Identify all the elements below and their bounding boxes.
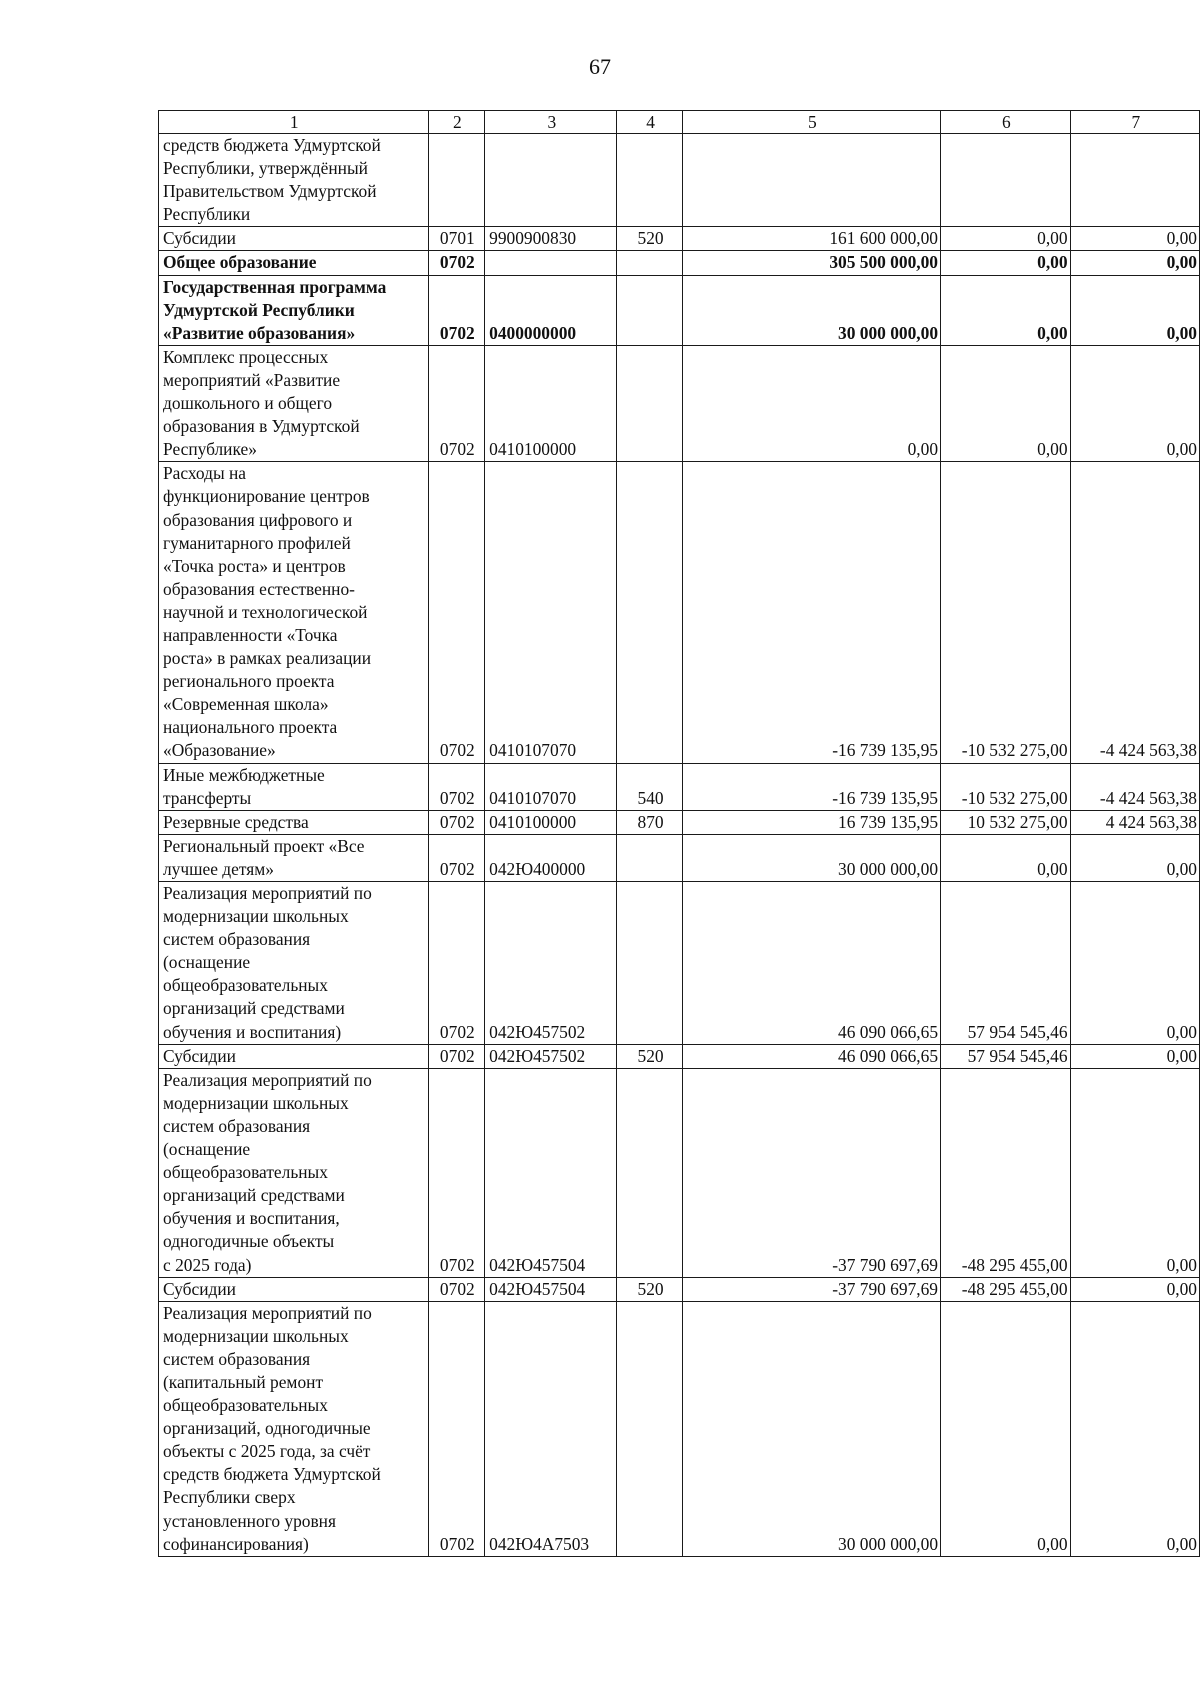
amount-col5-cell — [682, 134, 940, 227]
target-code-cell: 0410100000 — [485, 810, 617, 834]
section-code-cell: 0702 — [428, 275, 485, 345]
amount-col5-cell: -16 739 135,95 — [682, 763, 940, 810]
expense-type-cell: 520 — [617, 1044, 682, 1068]
name-cell: Субсидии — [159, 227, 429, 251]
expense-type-cell: 870 — [617, 810, 682, 834]
table-row — [159, 882, 1200, 1045]
amount-col5-cell: 16 739 135,95 — [682, 810, 940, 834]
section-code-cell: 0702 — [428, 1068, 485, 1277]
name-cell: Региональный проект «Все лучшее детям» — [159, 834, 429, 881]
amount-col7-cell: 0,00 — [1070, 1277, 1199, 1301]
name-cell: Реализация мероприятий по модернизации школьных систем образования (оснащение общеобразовательных организаций средствами обучения и воспитания) — [159, 882, 429, 1045]
amount-col5-cell: 46 090 066,65 — [682, 882, 940, 1045]
name-cell: Общее образование — [159, 251, 429, 275]
section-code-cell: 0702 — [428, 1277, 485, 1301]
table-row — [159, 462, 1200, 763]
target-code-cell: 042Ю457502 — [485, 1044, 617, 1068]
header-col-6: 6 — [941, 111, 1071, 134]
amount-col7-cell: 0,00 — [1070, 1301, 1199, 1556]
expense-type-cell: 520 — [617, 227, 682, 251]
amount-col6-cell: 0,00 — [941, 251, 1071, 275]
table-row — [159, 227, 1200, 251]
amount-col6-cell: 57 954 545,46 — [941, 882, 1071, 1045]
amount-col5-cell: -37 790 697,69 — [682, 1277, 940, 1301]
table-row — [159, 1277, 1200, 1301]
table-row — [159, 834, 1200, 881]
target-code-cell: 0410107070 — [485, 462, 617, 763]
name-cell: Субсидии — [159, 1277, 429, 1301]
amount-col6-cell: 57 954 545,46 — [941, 1044, 1071, 1068]
table-row — [159, 134, 1200, 227]
amount-col6-cell: 0,00 — [941, 227, 1071, 251]
amount-col6-cell: 10 532 275,00 — [941, 810, 1071, 834]
target-code-cell: 9900900830 — [485, 227, 617, 251]
table-row — [159, 763, 1200, 810]
amount-col5-cell: 30 000 000,00 — [682, 275, 940, 345]
header-col-5: 5 — [682, 111, 940, 134]
expense-type-cell — [617, 1301, 682, 1556]
amount-col6-cell: 0,00 — [941, 834, 1071, 881]
name-cell: Реализация мероприятий по модернизации школьных систем образования (капитальный ремонт общеобразовательных организаций, одногодичные объекты с 2025 года, за счёт средств бюджета Удмуртской Республики сверх установленного уровня софинансирования) — [159, 1301, 429, 1556]
section-code-cell: 0702 — [428, 1044, 485, 1068]
expense-type-cell: 520 — [617, 1277, 682, 1301]
expense-type-cell — [617, 1068, 682, 1277]
amount-col6-cell — [941, 134, 1071, 227]
target-code-cell: 042Ю457504 — [485, 1068, 617, 1277]
target-code-cell — [485, 134, 617, 227]
name-cell: Иные межбюджетные трансферты — [159, 763, 429, 810]
expense-type-cell — [617, 275, 682, 345]
target-code-cell: 042Ю457504 — [485, 1277, 617, 1301]
amount-col7-cell: 0,00 — [1070, 275, 1199, 345]
header-row — [159, 111, 1200, 134]
amount-col5-cell: 30 000 000,00 — [682, 1301, 940, 1556]
table-body — [159, 134, 1200, 1557]
amount-col5-cell: 305 500 000,00 — [682, 251, 940, 275]
target-code-cell: 0410100000 — [485, 345, 617, 461]
table-row — [159, 1301, 1200, 1556]
section-code-cell: 0702 — [428, 251, 485, 275]
name-cell: Резервные средства — [159, 810, 429, 834]
section-code-cell: 0701 — [428, 227, 485, 251]
amount-col6-cell: 0,00 — [941, 1301, 1071, 1556]
header-col-7: 7 — [1070, 111, 1199, 134]
budget-table — [158, 110, 1200, 1557]
table-row — [159, 275, 1200, 345]
table-header — [159, 111, 1200, 134]
amount-col7-cell: 0,00 — [1070, 251, 1199, 275]
amount-col5-cell: 30 000 000,00 — [682, 834, 940, 881]
amount-col6-cell: 0,00 — [941, 275, 1071, 345]
name-cell: Расходы на функционирование центров образования цифрового и гуманитарного профилей «Точка роста» и центров образования естественно- научной и технологической направленности «Точка роста» в рамках реализации регионального проекта «Современная школа» национального проекта «Образование» — [159, 462, 429, 763]
amount-col7-cell: 0,00 — [1070, 834, 1199, 881]
amount-col6-cell: -10 532 275,00 — [941, 462, 1071, 763]
amount-col7-cell: 0,00 — [1070, 1044, 1199, 1068]
header-col-4: 4 — [617, 111, 682, 134]
amount-col6-cell: -48 295 455,00 — [941, 1068, 1071, 1277]
section-code-cell — [428, 134, 485, 227]
amount-col5-cell: -16 739 135,95 — [682, 462, 940, 763]
expense-type-cell — [617, 882, 682, 1045]
amount-col6-cell: 0,00 — [941, 345, 1071, 461]
table-row — [159, 251, 1200, 275]
expense-type-cell — [617, 134, 682, 227]
section-code-cell: 0702 — [428, 763, 485, 810]
amount-col7-cell: 0,00 — [1070, 345, 1199, 461]
page-number: 67 — [589, 54, 611, 79]
section-code-cell: 0702 — [428, 834, 485, 881]
amount-col7-cell: 0,00 — [1070, 1068, 1199, 1277]
expense-type-cell: 540 — [617, 763, 682, 810]
name-cell: средств бюджета Удмуртской Республики, утверждённый Правительством Удмуртской Республики — [159, 134, 429, 227]
amount-col5-cell: 46 090 066,65 — [682, 1044, 940, 1068]
table-row — [159, 1068, 1200, 1277]
name-cell: Государственная программа Удмуртской Республики «Развитие образования» — [159, 275, 429, 345]
amount-col7-cell: -4 424 563,38 — [1070, 462, 1199, 763]
table-row — [159, 345, 1200, 461]
name-cell: Реализация мероприятий по модернизации школьных систем образования (оснащение общеобразовательных организаций средствами обучения и воспитания, одногодичные объекты с 2025 года) — [159, 1068, 429, 1277]
amount-col6-cell: -48 295 455,00 — [941, 1277, 1071, 1301]
amount-col7-cell: -4 424 563,38 — [1070, 763, 1199, 810]
expense-type-cell — [617, 251, 682, 275]
table-row — [159, 810, 1200, 834]
amount-col6-cell: -10 532 275,00 — [941, 763, 1071, 810]
expense-type-cell — [617, 462, 682, 763]
name-cell: Комплекс процессных мероприятий «Развитие дошкольного и общего образования в Удмуртской Республике» — [159, 345, 429, 461]
header-col-1: 1 — [159, 111, 429, 134]
amount-col7-cell: 4 424 563,38 — [1070, 810, 1199, 834]
target-code-cell: 042Ю457502 — [485, 882, 617, 1045]
target-code-cell — [485, 251, 617, 275]
target-code-cell: 0400000000 — [485, 275, 617, 345]
section-code-cell: 0702 — [428, 462, 485, 763]
amount-col7-cell: 0,00 — [1070, 882, 1199, 1045]
header-col-3: 3 — [485, 111, 617, 134]
amount-col5-cell: -37 790 697,69 — [682, 1068, 940, 1277]
expense-type-cell — [617, 345, 682, 461]
section-code-cell: 0702 — [428, 1301, 485, 1556]
header-col-2: 2 — [428, 111, 485, 134]
section-code-cell: 0702 — [428, 882, 485, 1045]
amount-col5-cell: 0,00 — [682, 345, 940, 461]
expense-type-cell — [617, 834, 682, 881]
section-code-cell: 0702 — [428, 345, 485, 461]
table-row — [159, 1044, 1200, 1068]
target-code-cell: 042Ю4А7503 — [485, 1301, 617, 1556]
amount-col7-cell — [1070, 134, 1199, 227]
name-cell: Субсидии — [159, 1044, 429, 1068]
amount-col5-cell: 161 600 000,00 — [682, 227, 940, 251]
target-code-cell: 0410107070 — [485, 763, 617, 810]
section-code-cell: 0702 — [428, 810, 485, 834]
amount-col7-cell: 0,00 — [1070, 227, 1199, 251]
target-code-cell: 042Ю400000 — [485, 834, 617, 881]
